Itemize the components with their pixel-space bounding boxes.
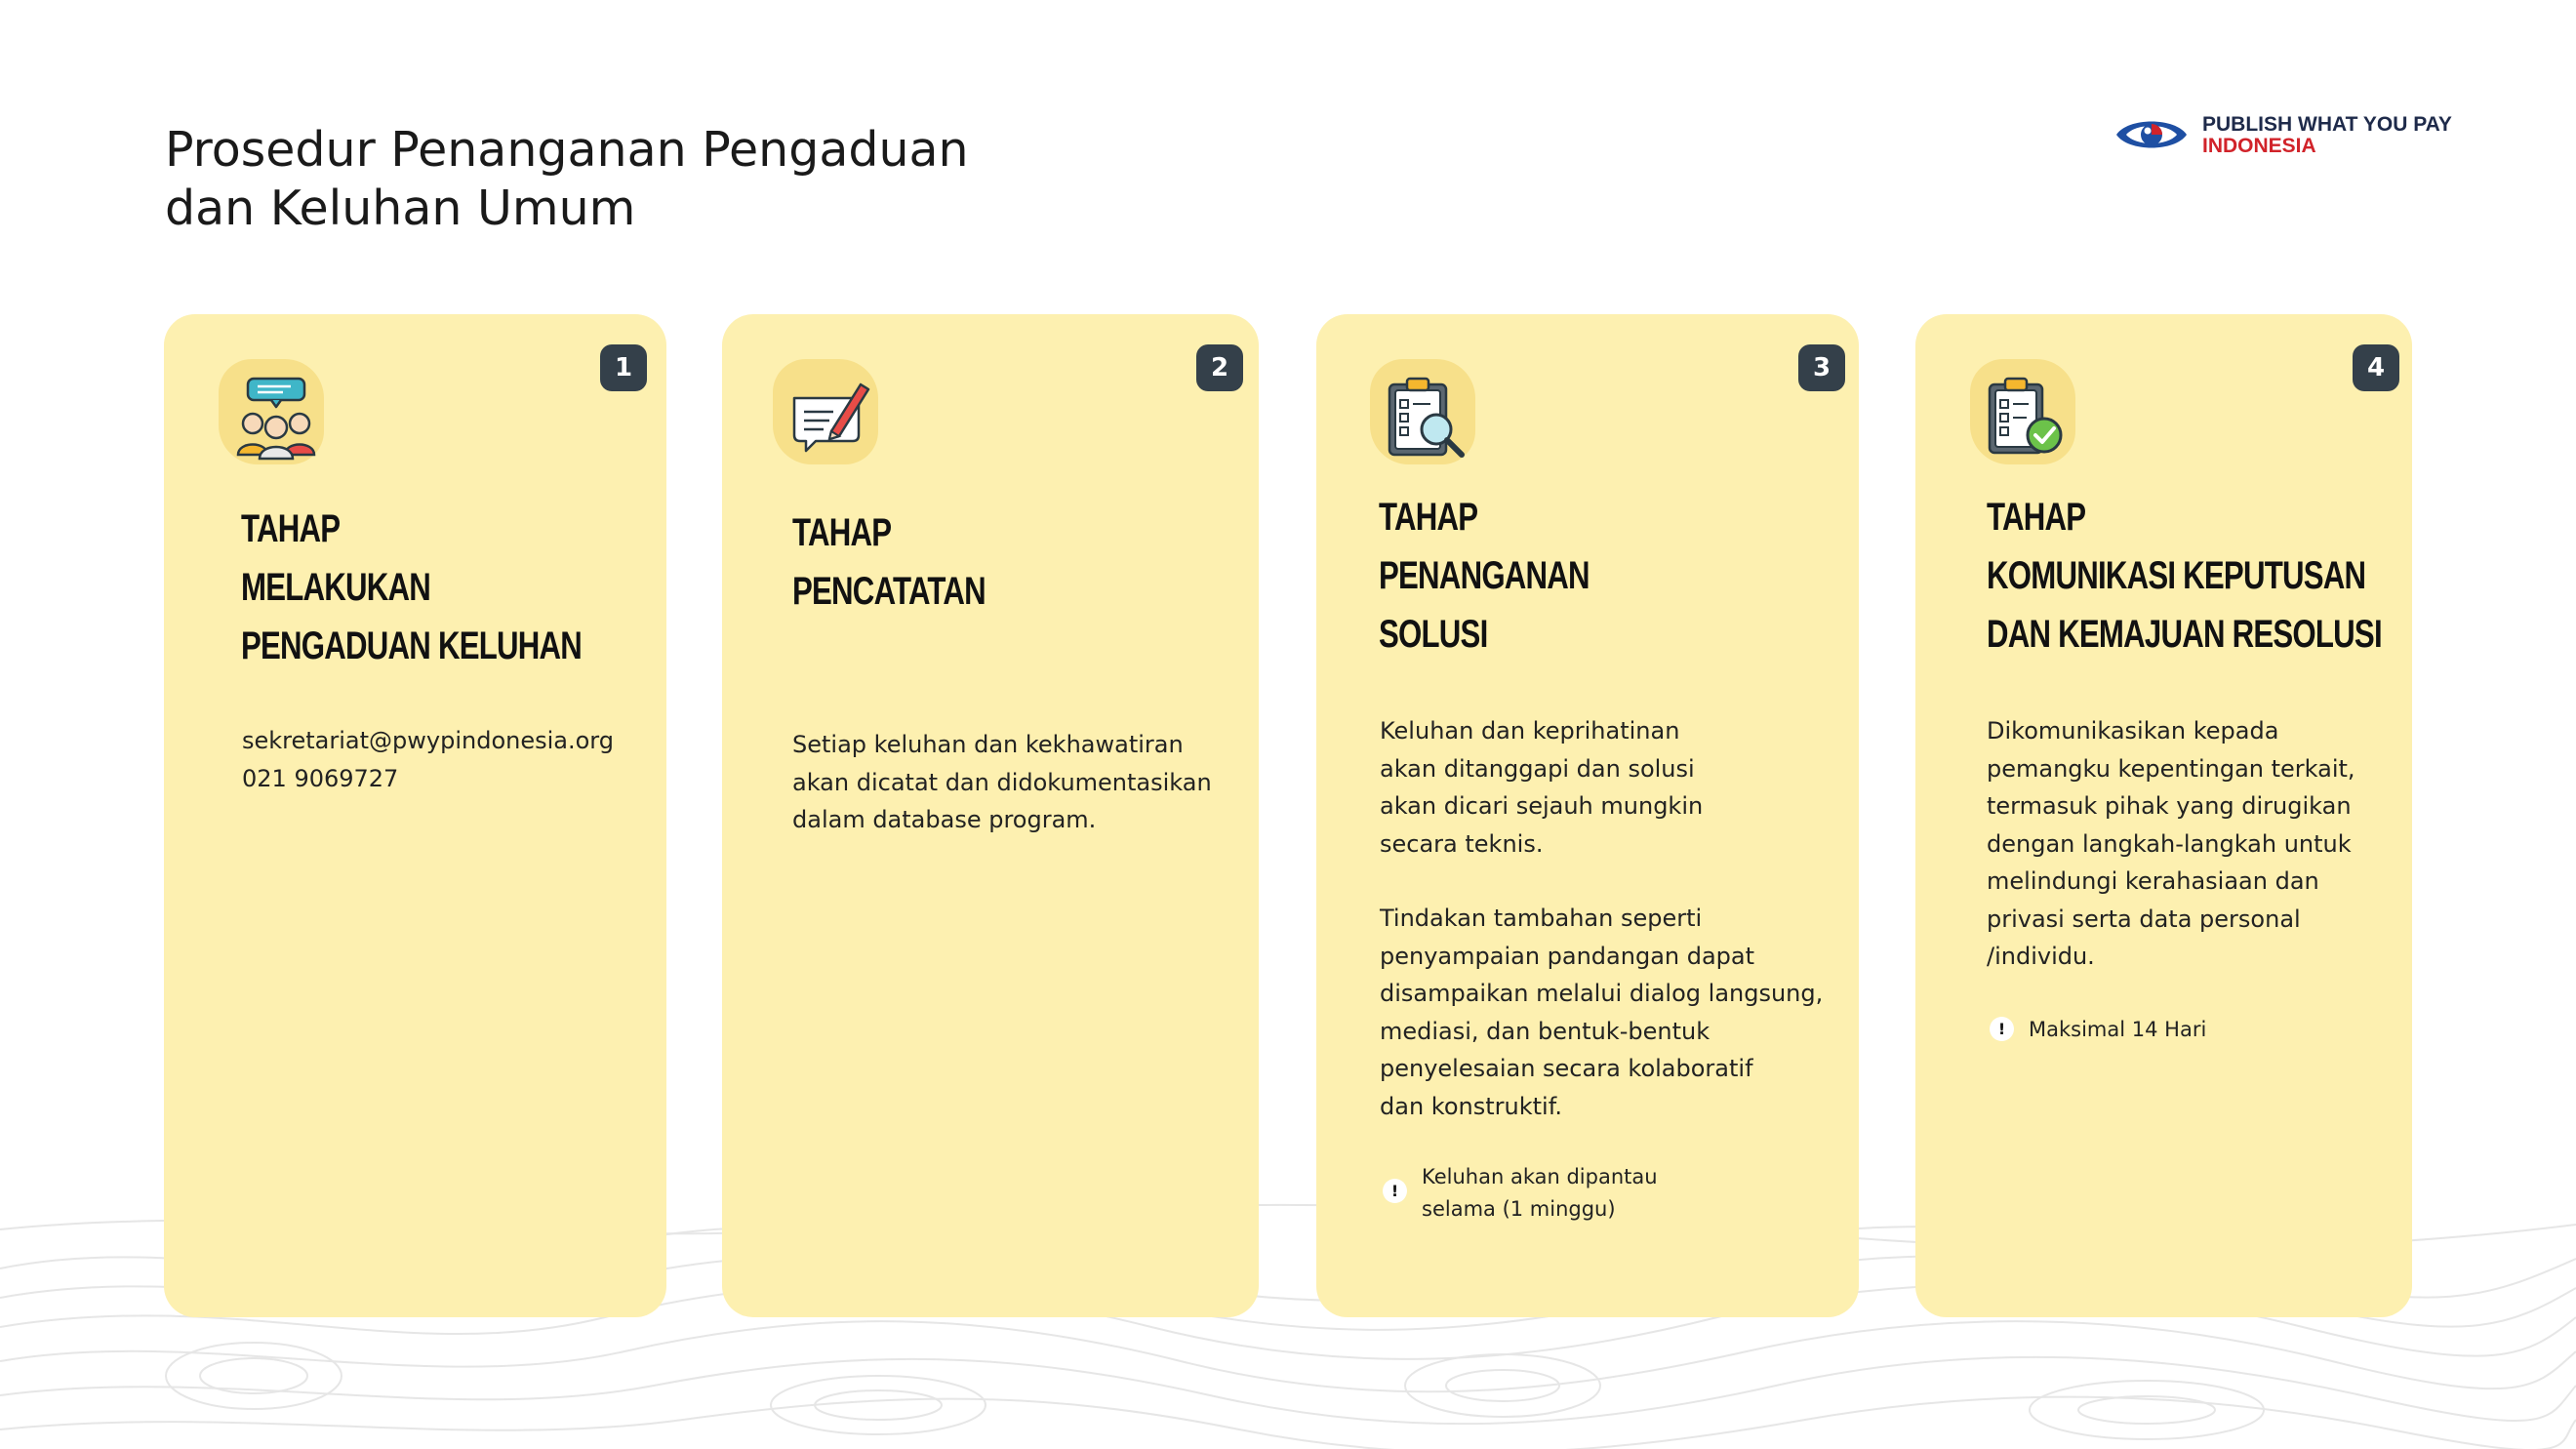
step-description: Dikomunikasikan kepada pemangku kepentingan terkait, termasuk pihak yang dirugikan dengan langkah-langkah untuk melindungi kerahasiaan dan privasi serta data personal /individu.	[1987, 717, 2355, 970]
people-chat-icon	[232, 373, 320, 461]
logo-text-primary: PUBLISH WHAT YOU PAY	[2202, 113, 2452, 136]
step-icon-container	[1370, 359, 1479, 468]
page-title	[165, 121, 1238, 238]
step-description: Setiap keluhan dan kekhawatiran akan dicatat dan didokumentasikan dalam database program.	[792, 731, 1212, 833]
step-number-badge: 3	[1798, 344, 1845, 391]
step-heading: TAHAP KOMUNIKASI KEPUTUSAN DAN KEMAJUAN RESOLUSI	[1987, 496, 2382, 656]
logo-text-secondary: INDONESIA	[2202, 135, 2316, 157]
clipboard-check-icon	[1984, 373, 2072, 461]
step-icon-container	[1970, 359, 2079, 468]
contact-info: sekretariat@pwypindonesia.org 021 9069727	[242, 727, 614, 792]
step-number-badge: 4	[2353, 344, 2399, 391]
note-text: Maksimal 14 Hari	[2029, 1018, 2207, 1041]
page-title-line-2: dan Keluhan Umum	[165, 181, 636, 236]
note-pencil-icon	[786, 373, 874, 461]
step-card-4	[1915, 314, 2412, 1317]
step-card-3	[1316, 314, 1859, 1317]
exclamation-icon: !	[1990, 1017, 2014, 1041]
step-number-badge: 2	[1196, 344, 1243, 391]
note-text: Keluhan akan dipantau selama (1 minggu)	[1422, 1165, 1658, 1221]
step-card-2	[722, 314, 1259, 1317]
step-heading: TAHAP PENANGANAN SOLUSI	[1379, 496, 1590, 656]
deadline-note	[1990, 1014, 2360, 1049]
step-heading: TAHAP MELAKUKAN PENGADUAN KELUHAN	[241, 507, 583, 667]
step-heading: TAHAP PENCATATAN	[792, 511, 986, 613]
step-icon-container	[219, 359, 328, 468]
pwyp-eye-logo-icon	[2113, 111, 2191, 158]
step-card-1	[164, 314, 666, 1317]
clipboard-search-icon	[1384, 373, 1471, 461]
monitoring-note	[1383, 1161, 1753, 1229]
step-description: Keluhan dan keprihatinan akan ditanggapi dan solusi akan dicari sejauh mungkin secara teknis.	[1380, 717, 1704, 858]
step-description-additional: Tindakan tambahan seperti penyampaian pandangan dapat disampaikan melalui dialog langsung, mediasi, dan bentuk-bentuk penyelesaian secara kolaboratif dan konstruktif.	[1380, 905, 1824, 1120]
exclamation-icon: !	[1383, 1179, 1407, 1203]
step-number-badge: 1	[600, 344, 647, 391]
pwyp-logo	[2113, 105, 2452, 164]
step-icon-container	[773, 359, 882, 468]
page-title-line-1: Prosedur Penanganan Pengaduan	[165, 122, 969, 178]
